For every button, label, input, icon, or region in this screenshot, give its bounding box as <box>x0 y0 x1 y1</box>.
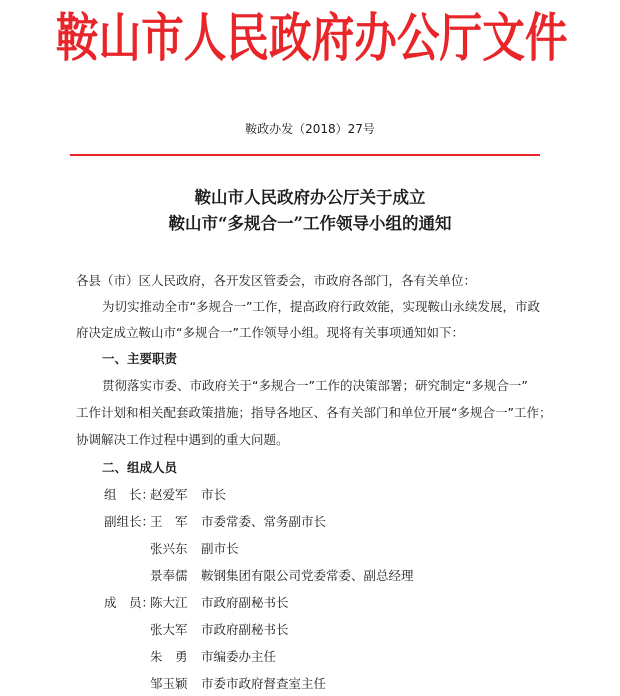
member-name: 景奉儒 <box>150 568 188 583</box>
member-role: 组 长： <box>104 487 155 502</box>
salutation: 各县（市）区人民政府，各开发区管委会，市政府各部门，各有关单位： <box>76 273 477 288</box>
member-title: 市政府副秘书长 <box>201 595 289 610</box>
member-title: 市政府副秘书长 <box>201 622 289 637</box>
section-heading-members: 二、组成人员 <box>102 460 178 475</box>
member-role: 副组长： <box>104 514 155 529</box>
member-title: 市委市政府督查室主任 <box>201 676 327 691</box>
intro-paragraph-line-1: 为切实推动全市“多规合一”工作，提高政府行政效能，实现鞍山永续发展，市政 <box>102 299 540 314</box>
member-name: 朱 勇 <box>150 649 188 664</box>
document-header-title: 鞍山市人民政府办公厅文件 <box>55 8 568 69</box>
notice-title-line-1: 鞍山市人民政府办公厅关于成立 <box>194 188 426 207</box>
duties-line-3: 协调解决工作过程中遇到的重大问题。 <box>76 432 289 447</box>
member-name: 陈大江 <box>150 595 188 610</box>
duties-line-1: 贯彻落实市委、市政府关于“多规合一”工作的决策部署；研究制定“多规合一” <box>102 378 528 393</box>
member-role: 成 员： <box>104 595 155 610</box>
member-row <box>0 513 620 531</box>
member-row <box>0 675 620 693</box>
member-row <box>0 486 620 504</box>
member-row <box>0 621 620 639</box>
member-title: 鞍钢集团有限公司党委常委、副总经理 <box>201 568 414 583</box>
member-row <box>0 540 620 558</box>
intro-paragraph-line-2: 府决定成立鞍山市“多规合一”工作领导小组。现将有关事项通知如下： <box>76 325 464 340</box>
member-name: 王 军 <box>150 514 188 529</box>
member-row <box>0 594 620 612</box>
member-name: 张大军 <box>150 622 188 637</box>
member-title: 副市长 <box>201 541 239 556</box>
section-heading-duties: 一、主要职责 <box>102 351 178 366</box>
member-name: 张兴东 <box>150 541 188 556</box>
notice-title-line-2: 鞍山市“多规合一”工作领导小组的通知 <box>168 214 452 233</box>
member-name: 赵爱军 <box>150 487 188 502</box>
member-title: 市编委办主任 <box>201 649 277 664</box>
member-title: 市长 <box>201 487 227 502</box>
red-divider <box>70 154 540 156</box>
member-row <box>0 648 620 666</box>
member-title: 市委常委、常务副市长 <box>201 514 327 529</box>
document-number: 鞍政办发（2018）27号 <box>245 122 375 136</box>
member-row <box>0 567 620 585</box>
member-name: 邹玉颖 <box>150 676 188 691</box>
duties-line-2: 工作计划和相关配套政策措施；指导各地区、各有关部门和单位开展“多规合一”工作； <box>76 405 552 420</box>
